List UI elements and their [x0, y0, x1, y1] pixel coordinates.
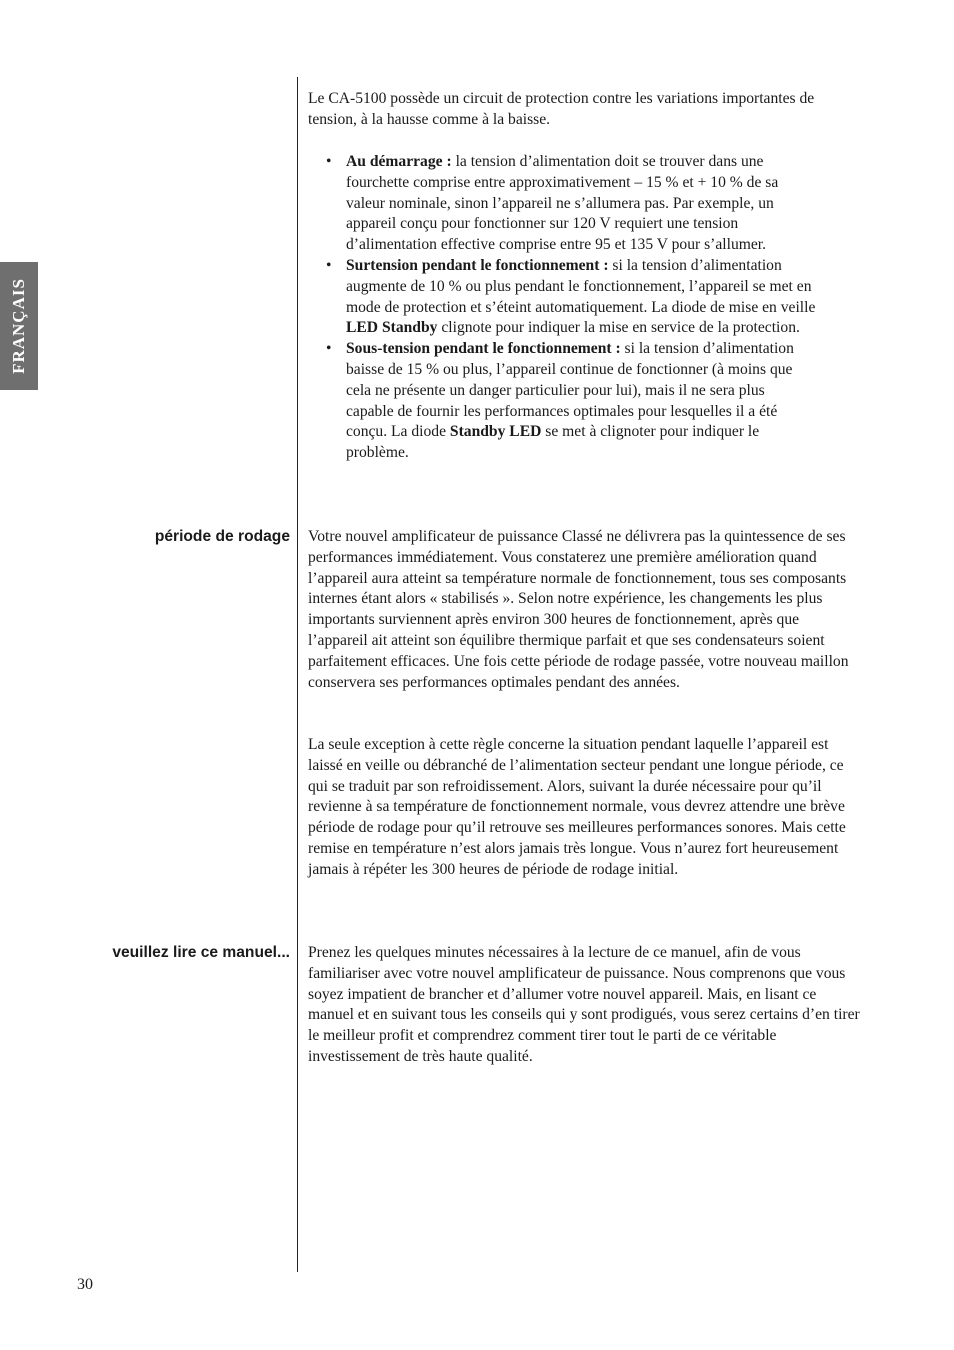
language-tab-label: FRANÇAIS [9, 278, 28, 374]
section-heading-break-in: période de rodage [154, 528, 290, 545]
bullet-icon: • [326, 256, 332, 274]
bullet-text: si la tension d’alimentation baisse de 15 % ou plus, l’appareil continue de fonctionner (à moins que cela ne présente un danger particulier pour lui), mais il ne sera plus capable de fournir les performances optimales pour lesquelles il a été conçu. La diode [346, 340, 794, 441]
bullet-lead: Surtension pendant le fonctionnement : [346, 256, 609, 274]
language-tab [0, 262, 38, 390]
bullet-text: clignote pour indiquer la mise en service de la protection. [437, 319, 800, 337]
bullet-emphasis: Standby LED [449, 423, 542, 441]
column-divider [297, 77, 298, 1272]
bullet-text: la tension d’alimentation doit se trouver dans une fourchette comprise entre approximativement – 15 % et + 10 % de sa valeur nominale, sinon l’appareil ne s’allumera pas. Par exemple, un appareil conçu pour fonctionner sur 120 V requiert une tension d’alimentation effective comprise entre 95 et 135 V pour s’allumer. [346, 153, 779, 254]
bullet-emphasis: LED Standby [346, 319, 438, 337]
bullet-lead: Au démarrage : [346, 153, 452, 170]
break-in-paragraph-1: Votre nouvel amplificateur de puissance Classé ne délivrera pas la quintessence de ses performances immédiatement. Vous constaterez une première amélioration quand l’appareil aura atteint sa température normale de fonctionnement, tous ses composants internes étant alors « stabilisés ». Selon notre expérience, les changements les plus importants surviennent après environ 300 heures de fonctionnement, après que l’appareil ait atteint son équilibre thermique parfait et que ses condensateurs soient parfaitement efficaces. Une fois cette période de rodage passée, votre nouveau maillon conservera ses performances optimales pendant des années. [308, 528, 849, 691]
break-in-paragraph-2: La seule exception à cette règle concerne la situation pendant laquelle l’appareil est laissé en veille ou débranché de l’alimentation secteur pendant une longue période, ce qui se traduit par son refroidissement. Alors, suivant la durée nécessaire pour qu’il revienne à sa température de fonctionnement normale, vous devrez attendre une brève période de rodage pour qu’il retrouve ses meilleures performances sonores. Mais cette remise en température n’est alors jamais très longue. Vous n’aurez fort heureusement jamais à répéter les 300 heures de période de rodage initial. [308, 736, 846, 878]
list-item-startup [326, 152, 816, 256]
protection-list [326, 152, 816, 464]
intro-paragraph: Le CA-5100 possède un circuit de protection contre les variations importantes de tension, à la hausse comme à la baisse. [308, 90, 815, 128]
bullet-text: si la tension d’alimentation augmente de 10 % ou plus pendant le fonctionnement, l’appareil se met en mode de protection et s’éteint automatiquement. La diode de mise en veille [346, 256, 816, 316]
section-heading-manual: veuillez lire ce manuel... [112, 944, 290, 961]
list-item-undervoltage [326, 339, 816, 464]
manual-paragraph: Prenez les quelques minutes nécessaires à la lecture de ce manuel, afin de vous familiariser avec votre nouvel amplificateur de puissance. Nous comprenons que vous soyez impatient de brancher et d’allumer votre nouvel appareil. Mais, en lisant ce manuel et en suivant tous les conseils qui y sont prodigués, vous serez certains d’en tirer le meilleur profit et comprendrez comment tirer tout le parti de ce véritable investissement de très haute qualité. [308, 944, 860, 1065]
bullet-text: se met à clignoter pour indiquer le problème. [346, 423, 760, 462]
bullet-icon: • [326, 340, 332, 358]
bullet-icon: • [326, 153, 332, 170]
bullet-lead: Sous-tension pendant le fonctionnement : [346, 340, 621, 358]
page-number: 30 [77, 1276, 93, 1293]
list-item-overvoltage [326, 256, 816, 339]
